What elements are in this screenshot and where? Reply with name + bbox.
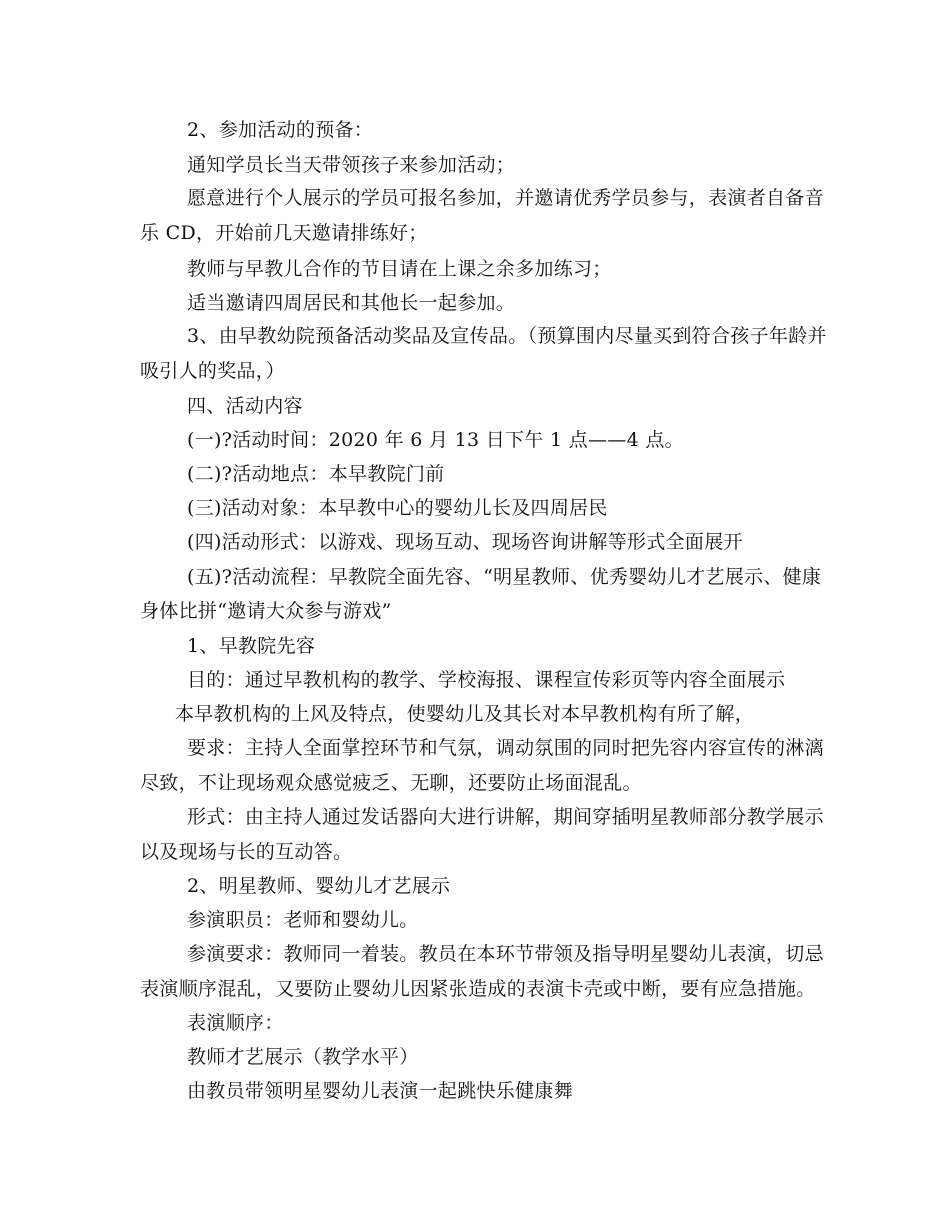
- text-line: 目的：通过早教机构的教学、学校海报、课程宣传彩页等内容全面展示: [187, 669, 786, 691]
- text-line: 1、早教院先容: [187, 635, 316, 657]
- text-line: 2、明星教师、婴幼儿才艺展示: [187, 875, 451, 897]
- text-line: (四)活动形式：以游戏、现场互动、现场咨询讲解等形式全面展开: [187, 531, 743, 553]
- text-line: 表演顺序混乱，又要防止婴幼儿因紧张造成的表演卡壳或中断，要有应急措施。: [140, 978, 816, 1000]
- text-line: 形式：由主持人通过发话器向大进行讲解，期间穿插明星教师部分教学展示: [187, 806, 824, 828]
- text-line: 要求：主持人全面掌控环节和气氛，调动氛围的同时把先容内容宣传的淋漓: [187, 737, 824, 759]
- text-line: 3、由早教幼院预备活动奖品及宣传品。（预算围内尽量买到符合孩子年龄并: [187, 325, 827, 347]
- text-line: 吸引人的奖品，）: [140, 360, 285, 382]
- text-line: 身体比拼“邀请大众参与游戏”: [140, 600, 392, 622]
- text-line: 适当邀请四周居民和其他长一起参加。: [187, 292, 516, 314]
- text-line: (一)?活动时间：2020 年 6 月 13 日下午 1 点——4 点。: [187, 429, 684, 451]
- text-line: 教师才艺展示（教学水平）: [187, 1046, 419, 1068]
- text-line: 教师与早教儿合作的节目请在上课之余多加练习；: [187, 258, 612, 280]
- text-line: 参演职员：老师和婴幼儿。: [187, 909, 419, 931]
- text-line: (五)?活动流程：早教院全面先容、“明星教师、优秀婴幼儿才艺展示、健康: [187, 566, 822, 588]
- section-heading: 四、活动内容: [187, 395, 303, 417]
- text-line: 2、参加活动的预备：: [187, 119, 374, 141]
- text-line: 本早教机构的上风及特点，使婴幼儿及其长对本早教机构有所了解，: [175, 703, 755, 725]
- text-line: 愿意进行个人展示的学员可报名参加，并邀请优秀学员参与，表演者自备音: [187, 187, 824, 209]
- text-line: 参演要求：教师同一着装。教员在本环节带领及指导明星婴幼儿表演，切忌: [187, 943, 824, 965]
- text-line: (三)活动对象：本早教中心的婴幼儿长及四周居民: [187, 497, 608, 519]
- text-line: (二)?活动地点：本早教院门前: [187, 463, 445, 485]
- text-line: 通知学员长当天带领孩子来参加活动；: [187, 154, 516, 176]
- text-line: 尽致，不让现场观众感觉疲乏、无聊，还要防止场面混乱。: [140, 772, 642, 794]
- text-line: 以及现场与长的互动答。: [140, 841, 353, 863]
- text-line: 表演顺序：: [187, 1012, 284, 1034]
- text-line: 由教员带领明星婴幼儿表演一起跳快乐健康舞: [187, 1080, 574, 1102]
- text-line: 乐 CD，开始前几天邀请排练好；: [140, 222, 428, 244]
